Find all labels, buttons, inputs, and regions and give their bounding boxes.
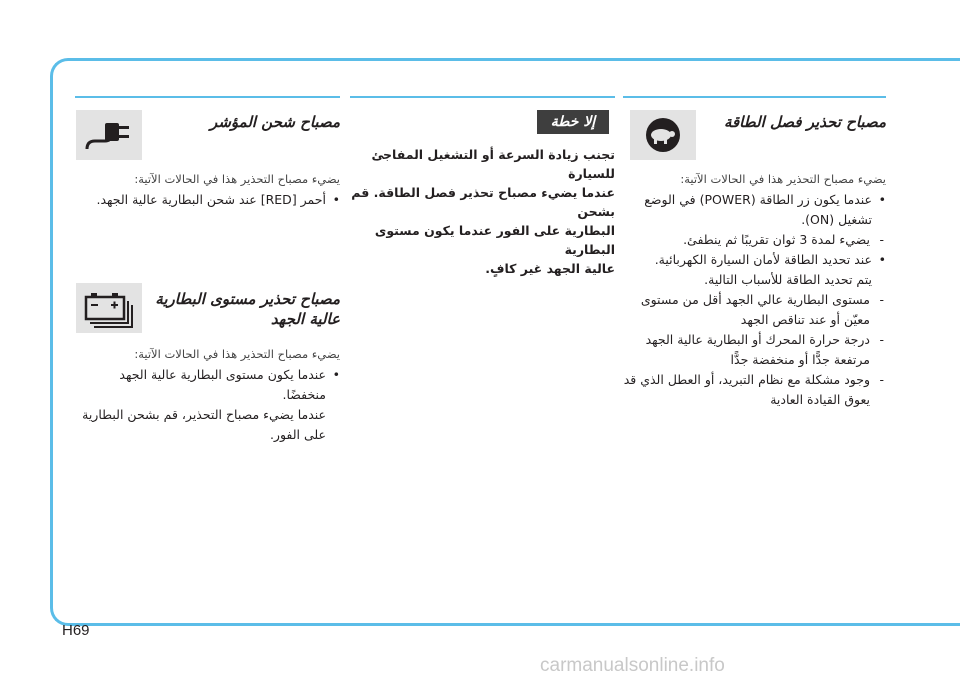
section-intro: يضيء مصباح التحذير هذا في الحالات الآتية: xyxy=(680,172,886,186)
list-item: • عندما يكون زر الطاقة (POWER) في الوضع تشغيل (ON). xyxy=(623,190,886,230)
watermark: carmanualsonline.info xyxy=(540,655,725,676)
power-limit-section xyxy=(623,100,886,410)
caution-line: تجنب زيادة السرعة أو التشغيل المفاجئ للسيارة xyxy=(371,147,615,181)
section-intro: يضيء مصباح التحذير هذا في الحالات الآتية: xyxy=(134,347,340,361)
caution-line: البطارية على الفور عندما يكون مستوى البطارية xyxy=(374,223,615,257)
section-heading: مصباح تحذير فصل الطاقة xyxy=(723,113,886,131)
list-item: • عندما يكون مستوى البطارية عالية الجهد منخفضًا. xyxy=(75,365,340,405)
caution-banner: إلا خطة xyxy=(537,110,609,134)
caution-section xyxy=(350,145,615,278)
list-item: - يضيء لمدة 3 ثوان تقريبًا ثم ينطفئ. xyxy=(623,230,886,250)
section-heading: مصباح شحن المؤشر xyxy=(210,113,340,131)
list-item: عندما يضيء مصباح التحذير، قم بشحن البطارية على الفور. xyxy=(82,407,326,442)
section-heading: مصباح تحذير مستوى البطارية عالية الجهد xyxy=(155,290,340,328)
section-intro: يضيء مصباح التحذير هذا في الحالات الآتية: xyxy=(134,172,340,186)
list-item: • أحمر [RED] عند شحن البطارية عالية الجهد. xyxy=(75,190,340,210)
charge-indicator-section xyxy=(75,100,340,210)
list-item: - مستوى البطارية عالي الجهد أقل من مستوى معيّن أو عند تناقص الجهد xyxy=(623,290,886,330)
list-item: - وجود مشكلة مع نظام التبريد، أو العطل الذي قد يعوق القيادة العادية xyxy=(623,370,886,410)
page-number: H69 xyxy=(62,622,90,639)
list-item: • عند تحديد الطاقة لأمان السيارة الكهربائية. xyxy=(623,250,886,270)
list-item: يتم تحديد الطاقة للأسباب التالية. xyxy=(704,272,872,287)
column-rule xyxy=(75,96,340,98)
caution-line: عندما يضيء مصباح تحذير فصل الطاقة. قم بشحن xyxy=(351,185,615,219)
column-rule xyxy=(350,96,615,98)
battery-warning-section xyxy=(75,283,340,445)
list-item: - درجة حرارة المحرك أو البطارية عالية الجهد مرتفعة جدًّا أو منخفضة جدًّا xyxy=(623,330,886,370)
caution-line: عالية الجهد غير كافٍ. xyxy=(485,261,615,276)
column-rule xyxy=(623,96,886,98)
